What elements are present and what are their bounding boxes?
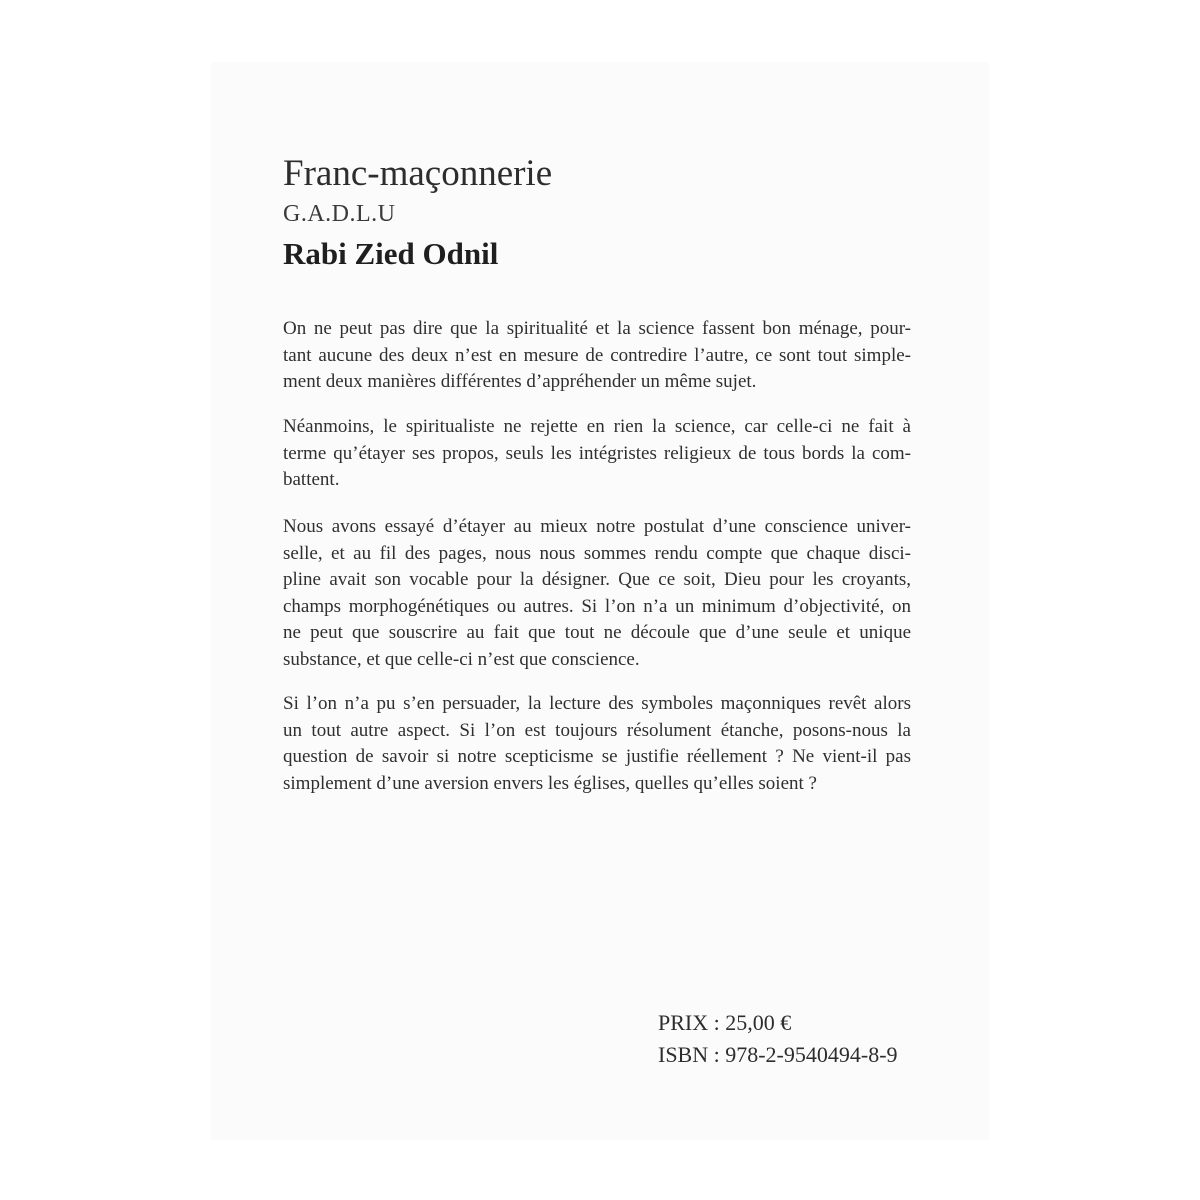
blurb-line: ment deux manières différentes d’appréhender un même sujet. <box>283 371 757 392</box>
blurb-line: terme qu’étayer ses propos, seuls les intégristes religieux de tous bords la com- <box>283 442 911 464</box>
blurb-line: question de savoir si notre scepticisme se justifie réellement ? Ne vient-il pas <box>283 746 911 767</box>
blurb-line: ne peut que souscrire au fait que tout ne découle que d’une seule et unique <box>283 622 911 643</box>
blurb-paragraph-3 <box>283 514 911 673</box>
blurb-line: simplement d’une aversion envers les églises, quelles qu’elles soient ? <box>283 772 817 794</box>
book-author: Rabi Zied Odnil <box>283 236 499 271</box>
blurb-paragraph-1 <box>283 316 911 396</box>
blurb-line: selle, et au fil des pages, nous nous sommes rendu compte que chaque disci- <box>283 542 911 564</box>
book-title: Franc-maçonnerie <box>283 153 553 194</box>
blurb-line: battent. <box>283 469 340 490</box>
blurb-paragraph-4 <box>283 691 911 797</box>
blurb-line: Nous avons essayé d’étayer au mieux notre postulat d’une conscience univer- <box>283 516 911 537</box>
blurb-line: Néanmoins, le spiritualiste ne rejette en rien la science, car celle-ci ne fait à <box>283 416 911 437</box>
blurb-line: On ne peut pas dire que la spiritualité et la science fassent bon ménage, pour- <box>283 318 911 339</box>
book-subtitle: G.A.D.L.U <box>283 201 396 227</box>
blurb-line: tant aucune des deux n’est en mesure de contredire l’autre, ce sont tout simple- <box>283 344 911 366</box>
blurb-line: champs morphogénétiques ou autres. Si l’on n’a un minimum d’objectivité, on <box>283 595 911 617</box>
isbn-label: ISBN : 978-2-9540494-8-9 <box>658 1042 898 1067</box>
blurb-line: un tout autre aspect. Si l’on est toujours résolument étanche, posons-nous la <box>283 719 911 741</box>
blurb-line: pline avait son vocable pour la désigner. Que ce soit, Dieu pour les croyants, <box>283 569 911 590</box>
blurb-paragraph-2 <box>283 414 911 494</box>
price-label: PRIX : 25,00 € <box>658 1010 792 1035</box>
blurb-line: Si l’on n’a pu s’en persuader, la lecture des symboles maçonniques revêt alors <box>283 693 911 714</box>
blurb-line: substance, et que celle-ci n’est que conscience. <box>283 648 640 670</box>
